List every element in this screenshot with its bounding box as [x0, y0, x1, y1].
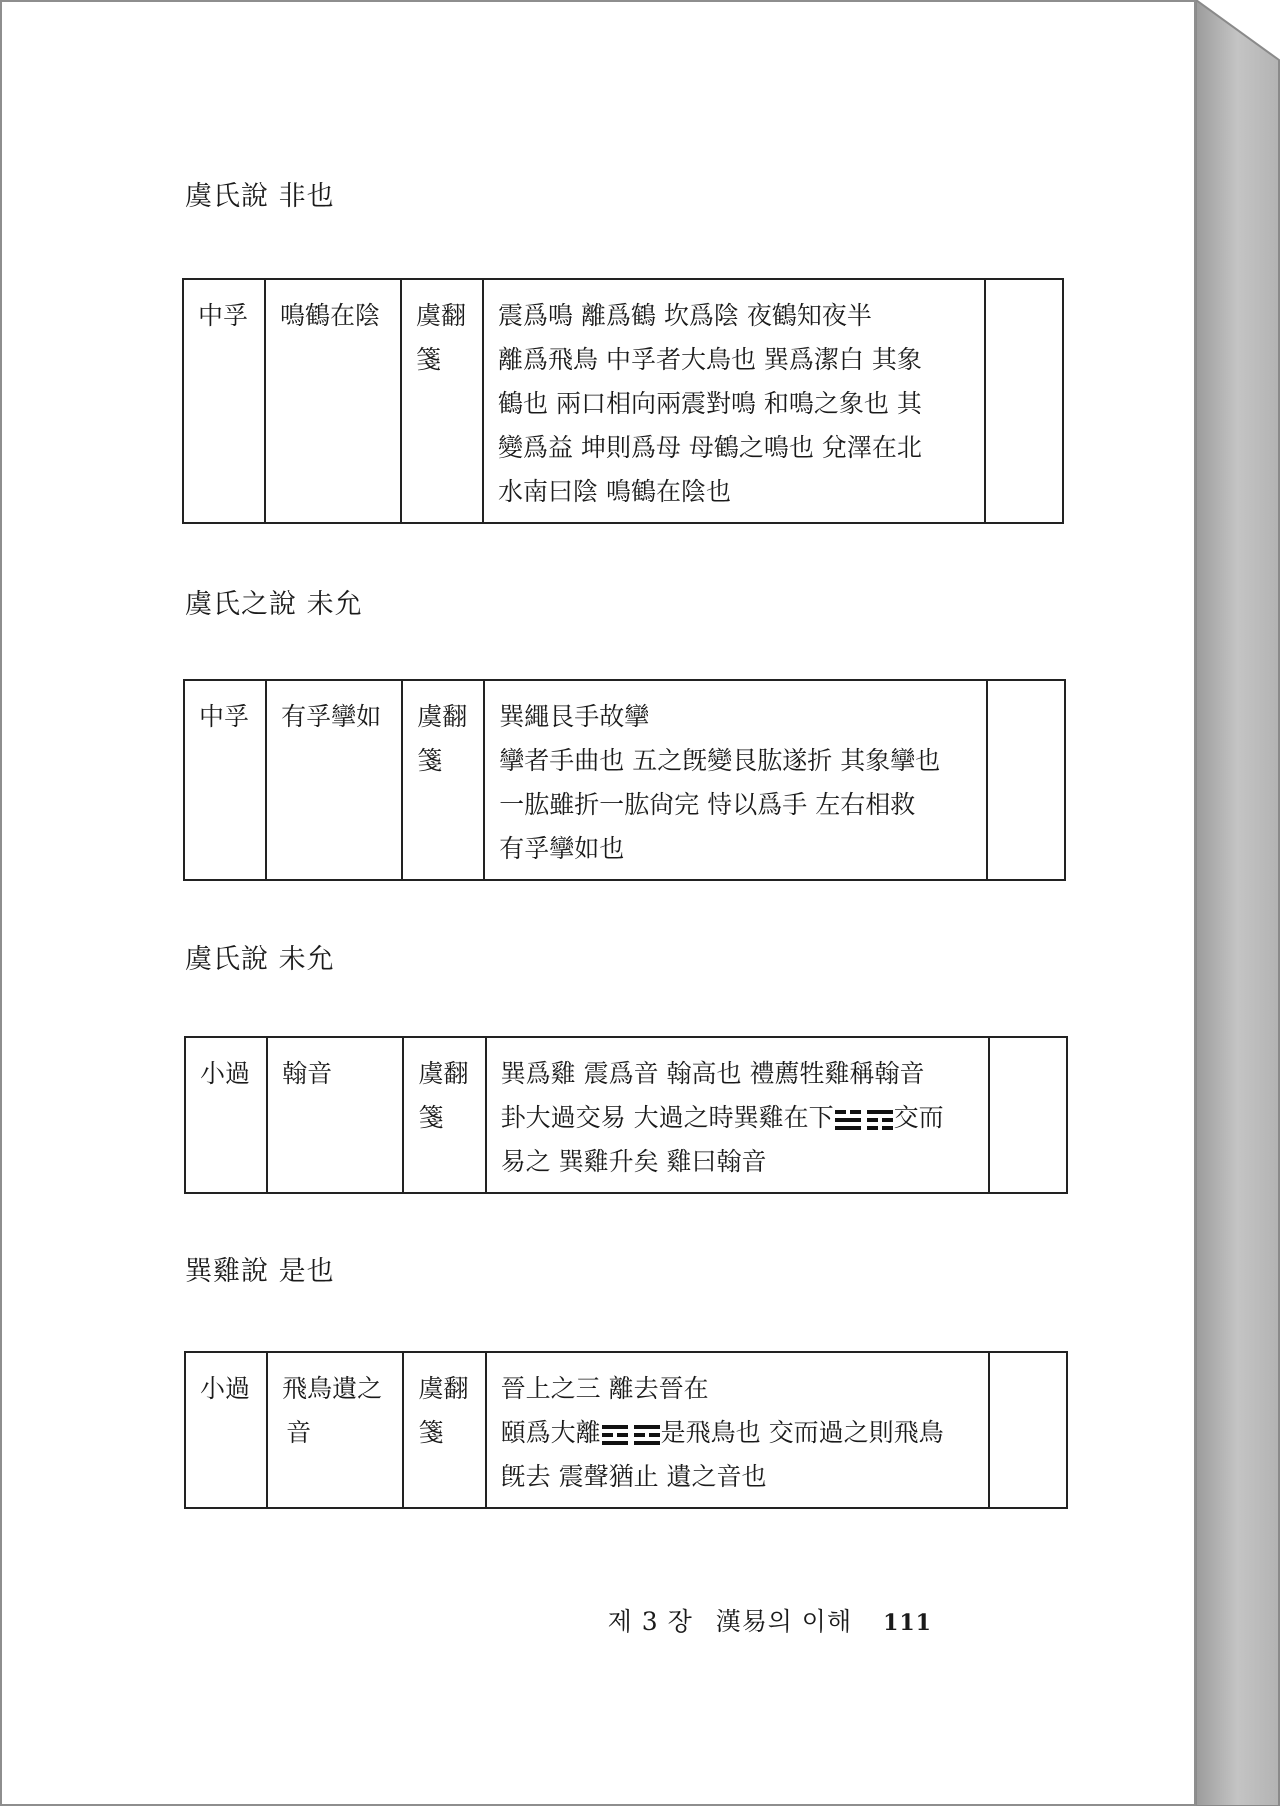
blank-cell	[989, 1037, 1067, 1193]
commentary-line: 攣者手曲也 五之旣變艮肱遂折 其象攣也	[499, 746, 941, 775]
source-cell	[402, 680, 484, 880]
commentary-line: 鶴也 兩口相向兩震對鳴 和鳴之象也 其	[498, 389, 922, 418]
phrase-cell: 翰音	[267, 1037, 403, 1193]
table-row	[185, 1352, 1067, 1508]
phrase-line: 飛鳥遺之	[282, 1374, 383, 1403]
source-line: 虞翻	[418, 1059, 469, 1088]
phrase-line: 音	[286, 1418, 312, 1447]
trigram-symbol-icon	[602, 1423, 660, 1447]
blank-cell	[989, 1352, 1067, 1508]
hexagram-cell: 小過	[185, 1037, 267, 1193]
source-cell	[401, 279, 483, 523]
phrase-cell: 鳴鶴在陰	[265, 279, 401, 523]
page-number: 111	[883, 1610, 932, 1636]
commentary-fragment: 頤爲大離	[500, 1418, 601, 1447]
commentary-cell	[483, 279, 985, 523]
table-row	[183, 279, 1063, 523]
commentary-line	[501, 1411, 978, 1455]
commentary-line: 晉上之三 離去晉在	[500, 1374, 709, 1403]
source-line: 虞翻	[416, 301, 467, 330]
commentary-line: 有孚攣如也	[499, 834, 625, 863]
source-line: 箋	[417, 746, 443, 775]
heading-1: 虞氏說 非也	[185, 181, 335, 212]
entry-table-1	[182, 278, 1064, 524]
heading-3: 虞氏說 未允	[185, 944, 335, 975]
commentary-line: 巽繩艮手故攣	[499, 702, 650, 731]
commentary-line: 離爲飛鳥 中孚者大鳥也 巽爲潔白 其象	[498, 345, 922, 374]
table-row	[184, 680, 1065, 880]
blank-cell	[987, 680, 1065, 880]
entry-table-2	[183, 679, 1066, 881]
commentary-line: 變爲益 坤則爲母 母鶴之鳴也 兌澤在北	[498, 433, 922, 462]
phrase-cell	[267, 1352, 403, 1508]
hexagram-cell: 小過	[185, 1352, 267, 1508]
commentary-line: 旣去 震聲猶止 遺之音也	[500, 1462, 767, 1491]
commentary-line: 巽爲雞 震爲音 翰高也 禮薦牲雞稱翰音	[500, 1059, 925, 1088]
heading-4: 巽雞說 是也	[185, 1256, 335, 1287]
commentary-cell	[486, 1352, 989, 1508]
commentary-line: 一肱雖折一肱尙完 恃以爲手 左右相救	[499, 790, 916, 819]
footer-title: 漢易의 이해	[715, 1607, 853, 1636]
entry-table-4	[184, 1351, 1068, 1509]
heading-2: 虞氏之說 未允	[185, 589, 363, 620]
commentary-line	[501, 1096, 978, 1140]
source-cell	[403, 1352, 485, 1508]
source-line: 箋	[418, 1418, 444, 1447]
table-row	[185, 1037, 1067, 1193]
page-stack-edge	[1196, 0, 1283, 1806]
commentary-fragment: 卦大過交易 大過之時巽雞在下	[500, 1103, 834, 1132]
source-line: 虞翻	[418, 1374, 469, 1403]
source-line: 虞翻	[417, 702, 468, 731]
hexagram-cell: 中孚	[183, 279, 265, 523]
commentary-line: 易之 巽雞升矣 雞曰翰音	[500, 1147, 767, 1176]
commentary-fragment: 交而	[893, 1103, 944, 1132]
commentary-cell	[484, 680, 987, 880]
hexagram-cell: 中孚	[184, 680, 266, 880]
source-line: 箋	[416, 345, 442, 374]
source-line: 箋	[418, 1103, 444, 1132]
page-footer	[608, 1602, 932, 1638]
commentary-cell	[486, 1037, 989, 1193]
phrase-cell: 有孚攣如	[266, 680, 402, 880]
blank-cell	[985, 279, 1063, 523]
commentary-line: 水南曰陰 鳴鶴在陰也	[498, 477, 731, 506]
source-cell	[403, 1037, 485, 1193]
footer-chapter: 제 3 장	[607, 1607, 693, 1636]
entry-table-3	[184, 1036, 1068, 1194]
commentary-line: 震爲鳴 離爲鶴 坎爲陰 夜鶴知夜半	[498, 301, 872, 330]
commentary-fragment: 是飛鳥也 交而過之則飛鳥	[660, 1418, 944, 1447]
trigram-symbol-icon	[835, 1108, 893, 1132]
